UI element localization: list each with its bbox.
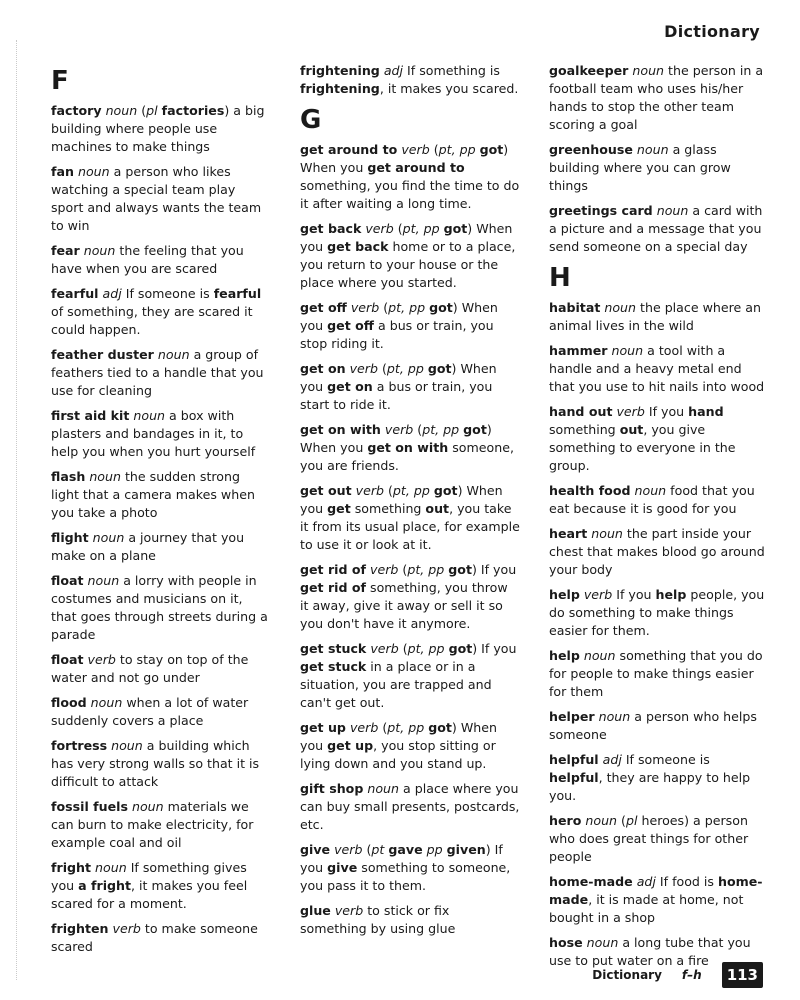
entry-grammar-label: noun — [583, 648, 616, 663]
dictionary-entry — [300, 299, 520, 353]
entry-headword: got — [448, 562, 472, 577]
entry-headword: get up — [300, 720, 346, 735]
entry-headword: hero — [549, 813, 582, 828]
entry-grammar-label: noun — [611, 343, 644, 358]
dictionary-entry — [51, 102, 271, 156]
entry-text: ( — [393, 221, 403, 236]
dictionary-entry — [549, 525, 767, 579]
dictionary-entry — [549, 708, 767, 744]
entry-headword: get on with — [300, 422, 381, 437]
page-number-badge: 113 — [722, 962, 763, 988]
page-header-title: Dictionary — [664, 22, 760, 41]
entry-grammar-label: verb — [384, 422, 414, 437]
entry-headword: heart — [549, 526, 588, 541]
entry-headword: hand out — [549, 404, 613, 419]
entry-headword: frighten — [51, 921, 109, 936]
dictionary-entry — [51, 694, 271, 730]
section-letter-heading: G — [300, 105, 322, 135]
entry-grammar-label: noun — [598, 709, 631, 724]
entry-text: ( — [379, 300, 389, 315]
dictionary-entry — [300, 62, 520, 98]
dictionary-entry — [51, 529, 271, 565]
entry-headword: get on with — [367, 440, 449, 455]
entry-grammar-label: verb — [370, 641, 399, 656]
entry-grammar-label: verb — [112, 921, 141, 936]
entry-headword: give — [300, 842, 331, 857]
entry-headword: float — [51, 573, 84, 588]
entry-grammar-label: pt, pp — [388, 300, 426, 315]
entry-grammar-label: noun — [89, 469, 121, 484]
entry-grammar-label: noun — [87, 573, 120, 588]
entry-text: a bus or train, you stop riding it. — [300, 318, 494, 351]
entry-headword: get rid of — [300, 580, 367, 595]
dictionary-column-2 — [300, 62, 520, 945]
entry-headword: give — [327, 860, 358, 875]
dictionary-entry — [51, 468, 271, 522]
entry-grammar-label: noun — [632, 63, 665, 78]
entry-text: ) When you — [300, 300, 498, 333]
entry-text: ( — [398, 641, 408, 656]
entry-headword: got — [448, 641, 473, 656]
entry-grammar-label: noun — [586, 935, 619, 950]
entry-text: a journey that you make on a plane — [51, 530, 245, 563]
entry-headword: got — [429, 300, 453, 315]
entry-text: a person who likes watching a special team play sport and always wants the team to win — [51, 164, 262, 233]
dictionary-entry — [549, 403, 767, 475]
entry-headword: get out — [300, 483, 352, 498]
entry-grammar-label: verb — [616, 404, 645, 419]
entry-text: , they are happy to help you. — [549, 770, 751, 803]
entry-grammar-label: noun — [92, 530, 125, 545]
entry-text: , you stop sitting or lying down and you stand up. — [300, 738, 496, 771]
entry-text: when a lot of water suddenly covers a place — [51, 695, 249, 728]
entry-headword: out — [619, 422, 644, 437]
entry-grammar-label: pl — [625, 813, 638, 828]
entry-headword: get back — [327, 239, 389, 254]
entry-text: heroes) a person who does great things for other people — [549, 813, 749, 864]
dictionary-entry — [549, 647, 767, 701]
entry-text: the place where an animal lives in the wild — [549, 300, 761, 333]
entry-headword: get on — [300, 361, 346, 376]
entry-headword: get rid of — [300, 562, 367, 577]
dictionary-entry — [300, 561, 520, 633]
entry-text: ) When you — [300, 221, 513, 254]
dictionary-entry — [549, 62, 767, 134]
dictionary-entry — [549, 751, 767, 805]
entry-headword: given — [446, 842, 486, 857]
dictionary-entry — [300, 902, 520, 938]
entry-grammar-label: noun — [133, 408, 166, 423]
entry-text: , it makes you feel scared for a moment. — [51, 878, 248, 911]
entry-grammar-label: verb — [365, 221, 394, 236]
entry-text: , you give something to everyone in the group. — [549, 422, 736, 473]
dictionary-entry — [300, 141, 520, 213]
entry-headword: habitat — [549, 300, 601, 315]
entry-headword: health food — [549, 483, 631, 498]
dictionary-entry — [549, 812, 767, 866]
entry-headword: fearful — [213, 286, 262, 301]
entry-headword: get off — [300, 300, 347, 315]
entry-text: ) When you — [300, 483, 503, 516]
entry-headword: got — [443, 221, 468, 236]
entry-text: a tool with a handle and a heavy metal end that you use to hit nails into wood — [549, 343, 765, 394]
entry-grammar-label: verb — [349, 361, 378, 376]
dictionary-entry — [549, 586, 767, 640]
dictionary-entry — [51, 572, 271, 644]
entry-grammar-label: noun — [131, 799, 164, 814]
entry-grammar-label: noun — [77, 164, 110, 179]
entry-headword: fan — [51, 164, 74, 179]
entry-grammar-label: pp — [426, 842, 443, 857]
entry-text: If someone is — [121, 286, 214, 301]
entry-grammar-label: verb — [355, 483, 384, 498]
dictionary-entry — [51, 651, 271, 687]
entry-grammar-label: pt, pp — [402, 221, 440, 236]
dictionary-entry — [300, 360, 520, 414]
entry-headword: get stuck — [300, 641, 367, 656]
entry-headword: home-made — [549, 874, 633, 889]
entry-grammar-label: pt — [371, 842, 385, 857]
entry-grammar-label: adj — [636, 874, 656, 889]
entry-headword: fossil fuels — [51, 799, 128, 814]
entry-grammar-label: verb — [334, 903, 364, 918]
entry-text: If someone is — [621, 752, 710, 767]
entry-text: ) a big building where people use machines to make things — [51, 103, 265, 154]
entry-text: something, you find the time to do it after waiting a long time. — [300, 178, 520, 211]
entry-headword: help — [655, 587, 687, 602]
entry-text: a glass building where you can grow things — [549, 142, 731, 193]
entry-headword: factories — [161, 103, 225, 118]
entry-headword: flood — [51, 695, 87, 710]
entry-text: the feeling that you have when you are scared — [51, 243, 244, 276]
entry-text: ( — [413, 422, 423, 437]
entry-text: a lorry with people in costumes and musicians on it, that goes through streets during a parade — [51, 573, 268, 642]
entry-headword: glue — [300, 903, 331, 918]
dictionary-entry — [300, 640, 520, 712]
entry-headword: got — [428, 720, 452, 735]
entry-headword: first aid kit — [51, 408, 130, 423]
entry-text: ) If you — [472, 641, 517, 656]
entry-grammar-label: noun — [83, 243, 116, 258]
entry-text: ) When you — [300, 720, 497, 753]
dictionary-entry — [549, 482, 767, 518]
entry-headword: help — [549, 648, 580, 663]
entry-grammar-label: verb — [87, 652, 116, 667]
entry-grammar-label: noun — [636, 142, 669, 157]
entry-text: food that you eat because it is good for you — [549, 483, 755, 516]
entry-text: , you take it from its usual place, for example to use it or look at it. — [300, 501, 520, 552]
entry-text: If something gives you — [51, 860, 247, 893]
entry-headword: float — [51, 652, 84, 667]
entry-headword: frightening — [300, 63, 380, 78]
entry-headword: frightening — [300, 81, 380, 96]
entry-headword: get up — [327, 738, 374, 753]
entry-grammar-label: noun — [111, 738, 143, 753]
entry-text: a building which has very strong walls so that it is difficult to attack — [51, 738, 260, 789]
entry-headword: out — [425, 501, 450, 516]
entry-text: If you — [612, 587, 656, 602]
entry-text: If food is — [655, 874, 718, 889]
dictionary-entry — [51, 798, 271, 852]
entry-grammar-label: pt, pp — [386, 361, 424, 376]
entry-text: in a place or in a situation, you are trapped and can't get out. — [300, 659, 492, 710]
entry-headword: got — [433, 483, 458, 498]
entry-text: ) When you — [300, 422, 492, 455]
entry-text: to stick or fix something by using glue — [300, 903, 456, 936]
entry-text: something — [350, 501, 426, 516]
entry-headword: gave — [388, 842, 423, 857]
entry-grammar-label: verb — [349, 720, 379, 735]
dictionary-entry — [51, 346, 271, 400]
entry-text: someone, you are friends. — [300, 440, 514, 473]
dictionary-entry — [549, 202, 767, 256]
entry-headword: get back — [300, 221, 362, 236]
entry-grammar-label: pt, pp — [392, 483, 430, 498]
entry-headword: greetings card — [549, 203, 653, 218]
dictionary-entry — [51, 859, 271, 913]
page-footer — [592, 962, 763, 988]
dictionary-entry — [300, 719, 520, 773]
dictionary-entry — [300, 421, 520, 475]
entry-text: , it makes you scared. — [379, 81, 519, 96]
dictionary-entry — [549, 141, 767, 195]
entry-grammar-label: adj — [602, 752, 622, 767]
entry-grammar-label: noun — [604, 300, 637, 315]
dictionary-entry — [549, 873, 767, 927]
entry-grammar-label: verb — [583, 587, 613, 602]
entry-text: home or to a place, you return to your house or the place where you started. — [300, 239, 516, 290]
entry-grammar-label: noun — [656, 203, 689, 218]
dictionary-entry — [51, 285, 271, 339]
entry-headword: get around to — [300, 142, 398, 157]
dictionary-entry — [51, 920, 271, 956]
entry-headword: help — [549, 587, 580, 602]
entry-headword: helper — [549, 709, 595, 724]
entry-headword: gift shop — [300, 781, 364, 796]
entry-headword: hose — [549, 935, 583, 950]
dictionary-entry — [300, 482, 520, 554]
section-letter-heading: F — [51, 66, 69, 96]
entry-text: ( — [384, 483, 393, 498]
entry-grammar-label: noun — [95, 860, 127, 875]
dictionary-entry — [300, 780, 520, 834]
entry-headword: goalkeeper — [549, 63, 629, 78]
entry-headword: home-made — [549, 874, 763, 907]
entry-headword: fear — [51, 243, 80, 258]
entry-text: something, you throw it away, give it away or sell it so you don't have it anymore. — [300, 580, 508, 631]
entry-headword: get on — [327, 379, 373, 394]
dictionary-entry — [549, 342, 767, 396]
entry-headword: hand — [688, 404, 724, 419]
entry-headword: get — [327, 501, 351, 516]
entry-grammar-label: pt, pp — [438, 142, 476, 157]
entry-text: something to someone, you pass it to them. — [300, 860, 511, 893]
entry-text: ) If you — [300, 842, 503, 875]
entry-headword: get around to — [367, 160, 465, 175]
dictionary-column-1 — [51, 62, 271, 963]
entry-grammar-label: adj — [383, 63, 404, 78]
entry-text: a box with plasters and bandages in it, to help you when you hurt yourself — [51, 408, 256, 459]
entry-grammar-label: pl — [146, 103, 158, 118]
page-edge-marks — [16, 40, 25, 980]
entry-text: ( — [398, 562, 408, 577]
entry-grammar-label: noun — [591, 526, 623, 541]
entry-headword: fearful — [51, 286, 99, 301]
entry-text: ( — [429, 142, 439, 157]
entry-headword: got — [463, 422, 487, 437]
entry-text: the person in a football team who uses his/her hands to stop the other team scoring a goal — [549, 63, 764, 132]
entry-headword: get stuck — [300, 659, 367, 674]
entry-headword: fortress — [51, 738, 108, 753]
entry-text: a group of feathers tied to a handle that you use for cleaning — [51, 347, 264, 398]
entry-grammar-label: noun — [105, 103, 138, 118]
entry-text: ) When you — [300, 361, 497, 394]
entry-headword: flash — [51, 469, 86, 484]
entry-headword: helpful — [549, 752, 599, 767]
dictionary-entry — [549, 299, 767, 335]
entry-text: people, you do something to make things easier for them. — [549, 587, 765, 638]
entry-grammar-label: noun — [367, 781, 400, 796]
entry-headword: fright — [51, 860, 92, 875]
entry-headword: greenhouse — [549, 142, 633, 157]
entry-grammar-label: noun — [634, 483, 667, 498]
entry-text: to stay on top of the water and not go under — [51, 652, 249, 685]
entry-headword: factory — [51, 103, 102, 118]
entry-grammar-label: verb — [334, 842, 363, 857]
dictionary-entry — [300, 841, 520, 895]
entry-text: ( — [362, 842, 372, 857]
entry-headword: flight — [51, 530, 89, 545]
entry-grammar-label: pt, pp — [387, 720, 425, 735]
entry-headword: hammer — [549, 343, 608, 358]
entry-headword: got — [427, 361, 452, 376]
footer-letter-range: f–h — [681, 968, 702, 982]
entry-text: of something, they are scared it could happen. — [51, 304, 253, 337]
entry-text: If something is — [403, 63, 500, 78]
dictionary-entry — [51, 737, 271, 791]
section-letter-heading: H — [549, 263, 571, 293]
entry-headword: a fright — [78, 878, 132, 893]
entry-grammar-label: noun — [585, 813, 618, 828]
dictionary-column-3 — [549, 62, 767, 977]
entry-text: something that you do for people to make things easier for them — [549, 648, 763, 699]
entry-text: ( — [378, 720, 388, 735]
dictionary-entry — [51, 163, 271, 235]
footer-label: Dictionary — [592, 968, 662, 982]
entry-text: ( — [617, 813, 626, 828]
entry-headword: helpful — [549, 770, 599, 785]
entry-grammar-label: pt, pp — [422, 422, 460, 437]
entry-text: ( — [377, 361, 387, 376]
entry-grammar-label: noun — [157, 347, 190, 362]
entry-text: ) If you — [471, 562, 517, 577]
entry-headword: feather duster — [51, 347, 154, 362]
entry-text: materials we can burn to make electricity, for example coal and oil — [51, 799, 254, 850]
entry-grammar-label: noun — [90, 695, 123, 710]
entry-text: a long tube that you use to put water on a fire — [549, 935, 751, 968]
dictionary-entry — [51, 242, 271, 278]
entry-grammar-label: pt, pp — [407, 562, 445, 577]
entry-text: , it is made at home, not bought in a shop — [549, 892, 744, 925]
entry-text: a bus or train, you start to ride it. — [300, 379, 493, 412]
entry-text: something — [549, 422, 620, 437]
entry-text: ( — [137, 103, 147, 118]
entry-text: to make someone scared — [51, 921, 258, 954]
entry-text: a card with a picture and a message that you send someone on a special day — [549, 203, 763, 254]
dictionary-entry — [51, 407, 271, 461]
entry-grammar-label: pt, pp — [407, 641, 445, 656]
entry-text: If you — [644, 404, 689, 419]
entry-text: the part inside your chest that makes blood go around your body — [549, 526, 765, 577]
entry-grammar-label: verb — [370, 562, 399, 577]
entry-headword: got — [479, 142, 504, 157]
entry-text: the sudden strong light that a camera makes when you take a photo — [51, 469, 255, 520]
entry-grammar-label: verb — [350, 300, 380, 315]
entry-text: ) When you — [300, 142, 509, 175]
entry-grammar-label: verb — [401, 142, 430, 157]
entry-text: a place where you can buy small presents, postcards, etc. — [300, 781, 520, 832]
dictionary-entry — [300, 220, 520, 292]
entry-grammar-label: adj — [102, 286, 122, 301]
entry-headword: get off — [327, 318, 374, 333]
entry-text: a person who helps someone — [549, 709, 757, 742]
